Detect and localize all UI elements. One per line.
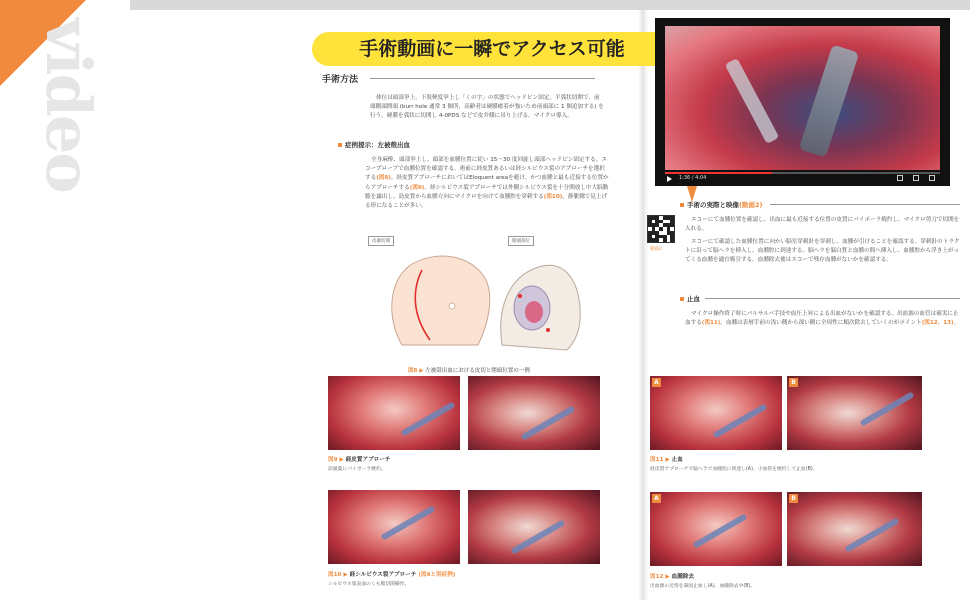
- hemostasis-body-2: 。血腫は表層手前の浅い側から深い側に全周性に順次除去していくのがポイント: [720, 320, 922, 327]
- video-pointer-arrow: [687, 186, 697, 202]
- hemostasis-body: [685, 310, 960, 328]
- fig12-photo-a: [650, 492, 782, 566]
- video2-ref: (動画2): [739, 201, 763, 209]
- fig12-title: 血腫除去: [671, 574, 694, 580]
- ref-fig11: (図11): [701, 320, 721, 327]
- pip-icon[interactable]: [913, 175, 919, 181]
- case-body-2: 。経皮質アプローチにおいてはEloquent areaを避け、かつ血腫と最も近接する位置からアプローチする: [365, 175, 609, 191]
- fig12-photo-b: [787, 492, 922, 566]
- section-title-method: 手術方法: [322, 75, 359, 85]
- case-body: [365, 156, 610, 211]
- fig11-photo-b: [787, 376, 922, 450]
- ref-fig10: (図10): [543, 193, 563, 200]
- photo-label-b: B: [789, 494, 798, 503]
- fig12-number: 図12 ▶: [650, 574, 670, 580]
- fig8-number: 図8 ▶: [408, 368, 424, 374]
- fig8-title: 左被殻出血における皮切と開頭位置の一例: [425, 368, 530, 374]
- ref-fig8: (図8): [376, 175, 391, 182]
- photo-label-a: A: [652, 494, 661, 503]
- fig10-number: 図10 ▶: [328, 572, 348, 578]
- fig9-subcaption: 前頭葉にバイポーラ焼灼。: [328, 467, 386, 472]
- actual-surgery-body-2: エコーにて確認した血腫位置に向かい脳室穿刺針を穿刺し、血腫が引けることを確認する。穿刺針のトラクトに沿って脳ヘラを挿入し、血腫腔に到達する。脳ヘラを脳白質と血腫の間へ挿入し、血腫腔から浮き上がってくる血腫を適宜吸引する。血腫除去後はエコーで残存血腫がないかを確認する。: [685, 239, 960, 264]
- fullscreen-icon[interactable]: [929, 175, 935, 181]
- play-icon[interactable]: [667, 176, 672, 182]
- fig10-ref: (図9と別症例): [418, 572, 456, 578]
- section-divider: [370, 78, 595, 79]
- method-body: 体位は頭部挙上、下肢軽度挙上し「くの字」の状態でヘッドピン固定。半弧状切開で、前頭側頭開頭 (burr hole 通常 3 個所、高齢者は硬膜癒着が強いため前頭部に 1 個追加する) を行う。硬膜を弧状に切開し 4-0PDS などで皮弁側に吊り上げる。マイクロ導入。: [370, 95, 604, 120]
- video-frame[interactable]: [665, 26, 940, 170]
- illus-tag-skin-incision: 皮膚切開: [368, 236, 394, 246]
- video-player[interactable]: [655, 18, 950, 186]
- section-divider: [705, 298, 960, 299]
- fig11-subcaption: 経皮質アプローチで脳ヘラで血腫腔に到達し(A)、小血管を焼灼して止血(B)。: [650, 467, 818, 472]
- case-heading: 症例提示：左被殻出血: [338, 140, 410, 149]
- fig12-subcaption: 出血源の近傍を凝固止血し(A)、血腫除去中(B)。: [650, 584, 756, 589]
- fig9-caption: [328, 455, 390, 463]
- page-spine: [638, 10, 648, 600]
- video-progress-fill: [665, 172, 772, 174]
- fig10-photo-b: [468, 490, 600, 564]
- actual-surgery-title: 手術の実際と映像: [687, 201, 739, 209]
- fig10-subcaption: シルビウス裂表面のくも膜切開操作。: [328, 582, 410, 587]
- video-time: 1:36 / 4:04: [679, 175, 707, 181]
- case-body-3: 。経シルビウス裂アプローチでは外側シルビウス裂を十分開放し中大脳動脈を露出し、島皮質から血腫方向にマイクロを向けて血腫腔を穿刺する: [365, 184, 609, 200]
- promo-banner: [0, 0, 130, 600]
- ref-fig9: (図9): [409, 184, 425, 191]
- settings-icon[interactable]: [897, 175, 903, 181]
- hemostasis-body-1: マイクロ操作終了時にバルサルバ手技や血圧上昇による出血がないかを確認する。出血源の血管は確実に止血する: [685, 311, 959, 327]
- qr-label: 動画2: [650, 247, 662, 252]
- fig11-photo-a: [650, 376, 782, 450]
- photo-label-b: B: [789, 378, 798, 387]
- hemostasis-heading: 止血: [680, 294, 700, 303]
- fig11-caption: [650, 455, 683, 463]
- fig9-title: 経皮質アプローチ: [345, 457, 391, 463]
- fig10-caption: [328, 570, 455, 578]
- tagline-badge: 手術動画に一瞬でアクセス可能: [312, 32, 672, 66]
- ref-fig12-13: (図12、13): [921, 320, 954, 327]
- qr-code[interactable]: [647, 215, 675, 243]
- fig12-caption: [650, 572, 694, 580]
- fig9-photo-a: [328, 376, 460, 450]
- fig11-number: 図11 ▶: [650, 457, 670, 463]
- fig10-photo-a: [328, 490, 460, 564]
- illus-tag-craniotomy: 開頭部位: [508, 236, 534, 246]
- video-controls: [665, 172, 940, 184]
- case-body-4: 。静脈側で見上げる形になることが多い。: [365, 193, 608, 210]
- fig8-caption: [408, 366, 530, 374]
- hemostasis-body-3: 。: [953, 320, 960, 327]
- head-illustration: [382, 250, 587, 358]
- actual-surgery-body-1: エコーにて血腫位置を確認し、出血に最も近接する位置の皮質にバイポーラ焼灼し、マイクロ剪刀で切開を入れる。: [685, 217, 960, 233]
- video-watermark: video: [32, 18, 105, 192]
- fig9-number: 図9 ▶: [328, 457, 344, 463]
- case-body-1: 全身麻酔、頭部挙上し、頭部を血腫位置に従い 15～30 度回旋し頭部ヘッドピン固定する。エコープローブで血腫位置を確認する。術前に経皮質あるいは経シルビウス裂のアプローチを選択する: [365, 157, 607, 182]
- section-divider: [770, 204, 960, 205]
- fig11-title: 止血: [671, 457, 683, 463]
- fig10-title: 経シルビウス裂アプローチ: [349, 572, 417, 578]
- fig9-photo-b: [468, 376, 600, 450]
- photo-label-a: A: [652, 378, 661, 387]
